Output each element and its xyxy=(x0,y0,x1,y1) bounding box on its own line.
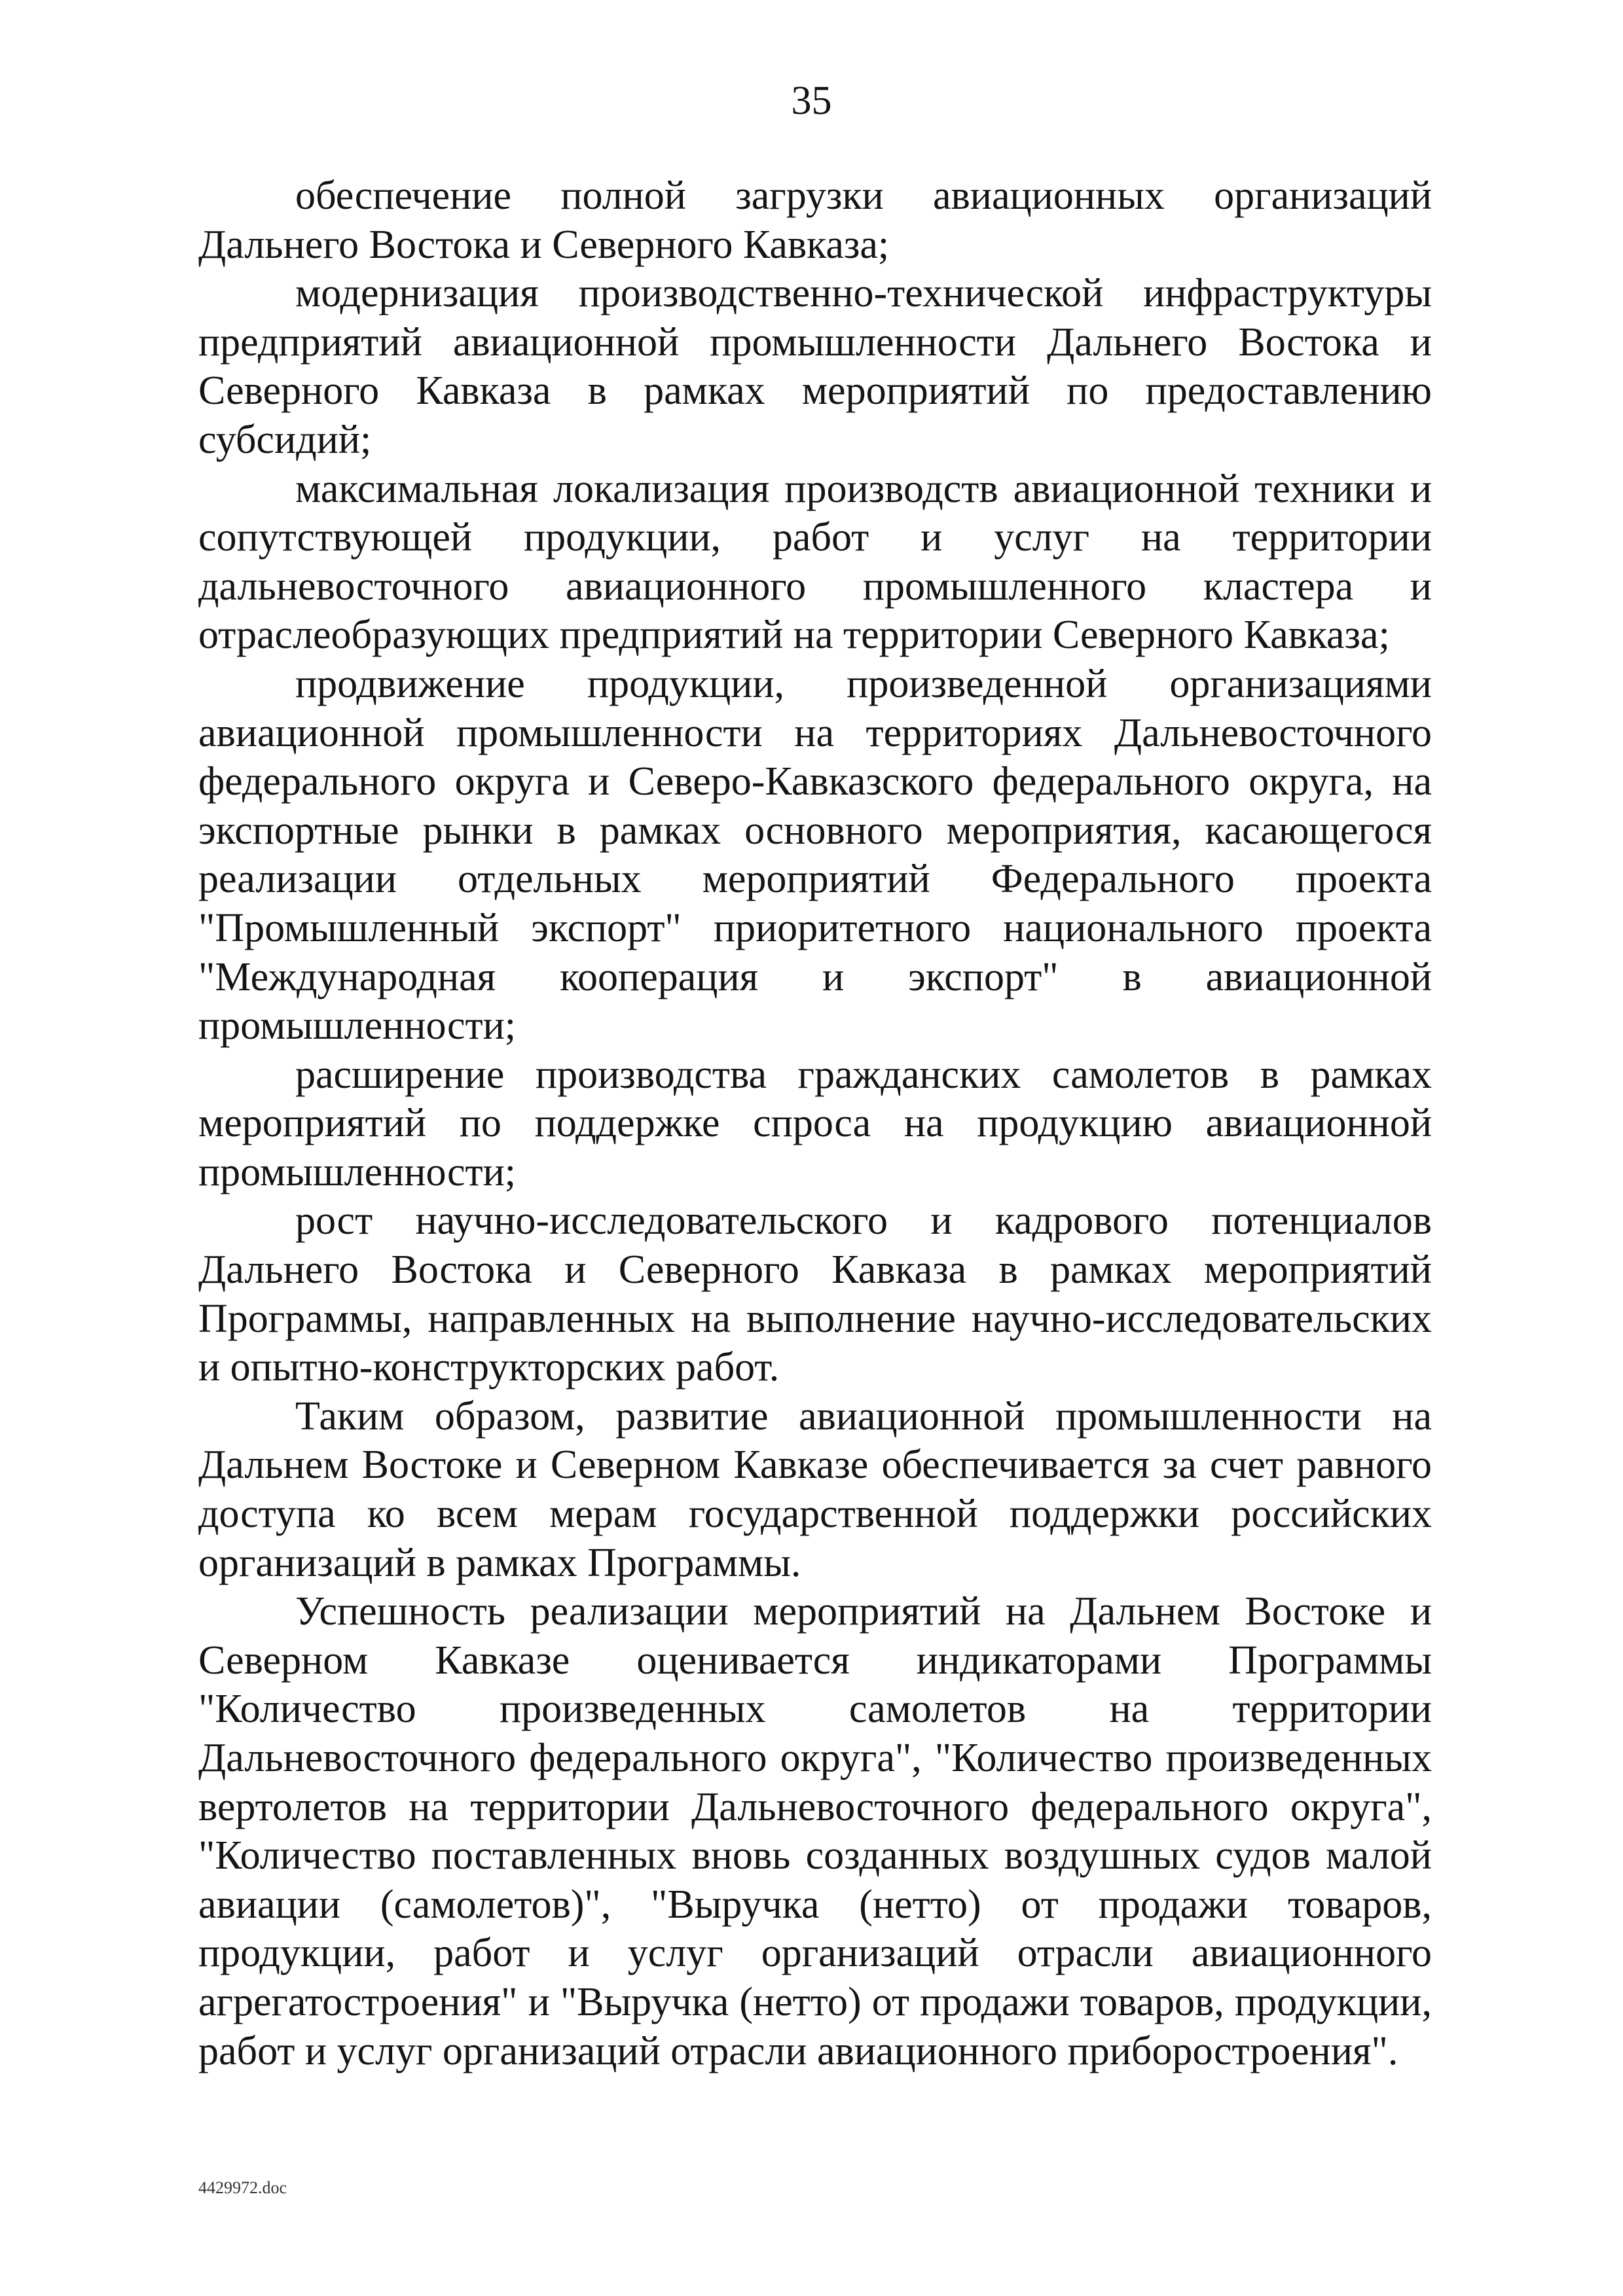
paragraph-conclusion: Таким образом, развитие авиационной промышленности на Дальнем Востоке и Северном Кавказе обеспечивается за счет равного доступа ко всем мерам государственной поддержки российских организаций в рамках Программы. xyxy=(198,1393,1432,1585)
paragraph-full-loading: обеспечение полной загрузки авиационных организаций Дальнего Востока и Северного Кавказа; xyxy=(198,173,1432,267)
document-body xyxy=(198,171,1432,2075)
paragraph-modernization: модернизация производственно-технической инфраструктуры предприятий авиационной промышленности Дальнего Востока и Северного Кавказа в рамках мероприятий по предоставлению субсидий; xyxy=(198,271,1432,462)
page-number: 35 xyxy=(791,79,832,123)
paragraph-civil-aircraft: расширение производства гражданских самолетов в рамках мероприятий по поддержке спроса на продукцию авиационной промышленности; xyxy=(198,1052,1432,1194)
footer-doc-code: 4429972.doc xyxy=(198,2178,287,2197)
paragraph-localization: максимальная локализация производств авиационной техники и сопутствующей продукции, работ и услуг на территории дальневосточного авиационного промышленного кластера и отраслеобразующих предприятий на территории Северного Кавказа; xyxy=(198,466,1432,658)
paragraph-export-promotion: продвижение продукции, произведенной организациями авиационной промышленности на территориях Дальневосточного федерального округа и Северо-Кавказского федерального округа, на экспортные рынки в рамках основного мероприятия, касающегося реализации отдельных мероприятий Федерального проекта "Промышленный экспорт" приоритетного национального проекта "Международная кооперация и экспорт" в авиационной промышленности; xyxy=(198,661,1432,1049)
paragraph-indicators: Успешность реализации мероприятий на Дальнем Востоке и Северном Кавказе оценивается индикаторами Программы "Количество произведенных самолетов на территории Дальневосточного федерального округа", "Количество произведенных вертолетов на территории Дальневосточного федерального округа", "Количество поставленных вновь созданных воздушных судов малой авиации (самолетов)", "Выручка (нетто) от продажи товаров, продукции, работ и услуг организаций отрасли авиационного агрегатостроения" и "Выручка (нетто) от продажи товаров, продукции, работ и услуг организаций отрасли авиационного приборостроения". xyxy=(198,1589,1432,2073)
paragraph-research-growth: рост научно-исследовательского и кадрового потенциалов Дальнего Востока и Северного Кавказа в рамках мероприятий Программы, направленных на выполнение научно-исследовательских и опытно-конструкторских работ. xyxy=(198,1198,1432,1390)
